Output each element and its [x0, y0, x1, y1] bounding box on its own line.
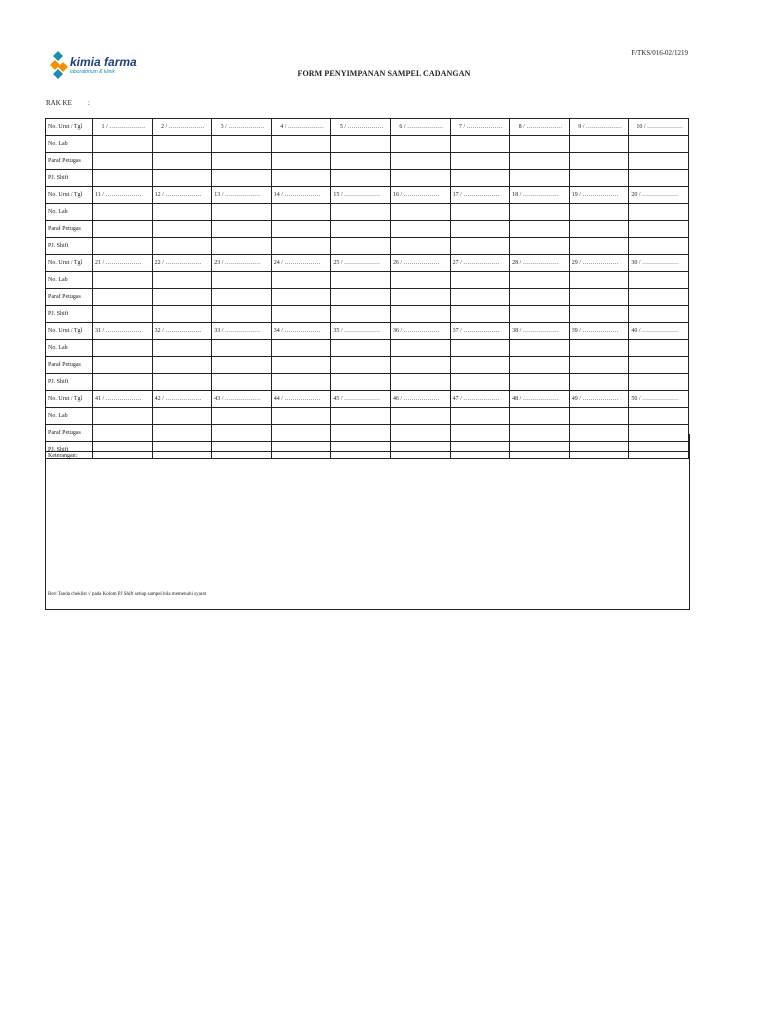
row-label: No. Lab	[46, 136, 93, 153]
entry-cell	[569, 136, 629, 153]
sequence-cell: 34 / ………………	[271, 323, 331, 340]
entry-cell	[271, 357, 331, 374]
entry-cell	[152, 170, 212, 187]
sequence-cell: 38 / ………………	[510, 323, 570, 340]
row-label: No. Lab	[46, 272, 93, 289]
sequence-cell: 11 / ………………	[93, 187, 153, 204]
entry-cell	[569, 306, 629, 323]
entry-cell	[93, 340, 153, 357]
entry-cell	[450, 374, 510, 391]
entry-cell	[569, 170, 629, 187]
entry-cell	[510, 374, 570, 391]
entry-cell	[152, 340, 212, 357]
entry-cell	[212, 204, 272, 221]
sequence-cell: 31 / ………………	[93, 323, 153, 340]
sequence-cell: 28 / ………………	[510, 255, 570, 272]
entry-cell	[390, 272, 450, 289]
sequence-cell: 3 / ………………	[212, 119, 272, 136]
table-row	[46, 221, 689, 238]
entry-cell	[212, 136, 272, 153]
entry-cell	[390, 357, 450, 374]
sequence-cell: 19 / ………………	[569, 187, 629, 204]
entry-cell	[271, 306, 331, 323]
notes-box	[45, 451, 690, 610]
entry-cell	[271, 238, 331, 255]
entry-cell	[152, 408, 212, 425]
sequence-cell: 6 / ………………	[390, 119, 450, 136]
row-label: Paraf Petugas	[46, 153, 93, 170]
entry-cell	[629, 272, 689, 289]
entry-cell	[390, 306, 450, 323]
entry-cell	[569, 408, 629, 425]
table-row	[46, 391, 689, 408]
entry-cell	[331, 221, 391, 238]
entry-cell	[629, 357, 689, 374]
table-blank-row	[45, 434, 690, 452]
sequence-cell: 12 / ………………	[152, 187, 212, 204]
entry-cell	[510, 289, 570, 306]
sequence-cell: 17 / ………………	[450, 187, 510, 204]
entry-cell	[569, 272, 629, 289]
sequence-cell: 49 / ………………	[569, 391, 629, 408]
row-label: No. Urut / Tgl	[46, 255, 93, 272]
sequence-cell: 41 / ………………	[93, 391, 153, 408]
entry-cell	[212, 170, 272, 187]
entry-cell	[331, 306, 391, 323]
entry-cell	[331, 153, 391, 170]
entry-cell	[390, 170, 450, 187]
entry-cell	[629, 340, 689, 357]
entry-cell	[629, 153, 689, 170]
entry-cell	[271, 272, 331, 289]
logo-subtitle: laboratorium & klinik	[70, 69, 116, 75]
entry-cell	[450, 238, 510, 255]
entry-cell	[93, 170, 153, 187]
entry-cell	[152, 238, 212, 255]
sequence-cell: 26 / ………………	[390, 255, 450, 272]
entry-cell	[152, 221, 212, 238]
entry-cell	[152, 374, 212, 391]
sequence-cell: 23 / ………………	[212, 255, 272, 272]
entry-cell	[569, 340, 629, 357]
sequence-cell: 46 / ………………	[390, 391, 450, 408]
entry-cell	[450, 357, 510, 374]
row-label: PJ. Shift	[46, 238, 93, 255]
entry-cell	[629, 408, 689, 425]
entry-cell	[569, 204, 629, 221]
entry-cell	[390, 374, 450, 391]
entry-cell	[331, 340, 391, 357]
table-row	[46, 289, 689, 306]
table-row	[46, 272, 689, 289]
company-logo	[48, 50, 158, 84]
entry-cell	[510, 221, 570, 238]
entry-cell	[212, 221, 272, 238]
entry-cell	[629, 374, 689, 391]
row-label: Paraf Petugas	[46, 425, 93, 442]
sequence-cell: 22 / ………………	[152, 255, 212, 272]
entry-cell	[271, 221, 331, 238]
entry-cell	[152, 357, 212, 374]
entry-cell	[331, 238, 391, 255]
form-title: FORM PENYIMPANAN SAMPEL CADANGAN	[297, 69, 471, 78]
entry-cell	[212, 374, 272, 391]
sequence-cell: 35 / ………………	[331, 323, 391, 340]
sequence-cell: 27 / ………………	[450, 255, 510, 272]
entry-cell	[93, 289, 153, 306]
entry-cell	[390, 340, 450, 357]
entry-cell	[390, 136, 450, 153]
table-row	[46, 306, 689, 323]
entry-cell	[450, 340, 510, 357]
entry-cell	[212, 340, 272, 357]
entry-cell	[390, 221, 450, 238]
row-label: PJ. Shift	[46, 442, 93, 459]
sequence-cell: 44 / ………………	[271, 391, 331, 408]
entry-cell	[569, 374, 629, 391]
sequence-cell: 21 / ………………	[93, 255, 153, 272]
entry-cell	[450, 289, 510, 306]
table-row	[46, 187, 689, 204]
entry-cell	[212, 238, 272, 255]
entry-cell	[152, 153, 212, 170]
row-label: PJ. Shift	[46, 374, 93, 391]
entry-cell	[450, 153, 510, 170]
row-label: No. Urut / Tgl	[46, 323, 93, 340]
entry-cell	[390, 204, 450, 221]
entry-cell	[271, 204, 331, 221]
sample-storage-table	[45, 118, 689, 459]
table-row	[46, 408, 689, 425]
entry-cell	[212, 289, 272, 306]
row-label: Paraf Petugas	[46, 357, 93, 374]
table-row	[46, 238, 689, 255]
sequence-cell: 47 / ………………	[450, 391, 510, 408]
sequence-cell: 40 / ………………	[629, 323, 689, 340]
entry-cell	[450, 272, 510, 289]
sequence-cell: 32 / ………………	[152, 323, 212, 340]
row-label: No. Urut / Tgl	[46, 187, 93, 204]
entry-cell	[93, 374, 153, 391]
rak-label: RAK KE	[46, 99, 72, 107]
entry-cell	[212, 357, 272, 374]
entry-cell	[629, 238, 689, 255]
entry-cell	[450, 170, 510, 187]
sequence-cell: 14 / ………………	[271, 187, 331, 204]
entry-cell	[93, 238, 153, 255]
row-label: No. Lab	[46, 204, 93, 221]
entry-cell	[510, 170, 570, 187]
table-row	[46, 374, 689, 391]
sequence-cell: 30 / ………………	[629, 255, 689, 272]
sequence-cell: 24 / ………………	[271, 255, 331, 272]
entry-cell	[390, 408, 450, 425]
entry-cell	[152, 306, 212, 323]
sequence-cell: 48 / ………………	[510, 391, 570, 408]
rak-field	[46, 99, 90, 107]
entry-cell	[450, 136, 510, 153]
entry-cell	[569, 357, 629, 374]
sequence-cell: 29 / ………………	[569, 255, 629, 272]
sequence-cell: 33 / ………………	[212, 323, 272, 340]
entry-cell	[271, 153, 331, 170]
entry-cell	[331, 136, 391, 153]
row-label: No. Lab	[46, 408, 93, 425]
sequence-cell: 7 / ………………	[450, 119, 510, 136]
sequence-cell: 20 / ………………	[629, 187, 689, 204]
row-label: PJ. Shift	[46, 306, 93, 323]
row-label: No. Lab	[46, 340, 93, 357]
row-label: No. Urut / Tgl	[46, 119, 93, 136]
entry-cell	[450, 306, 510, 323]
sequence-cell: 8 / ………………	[510, 119, 570, 136]
entry-cell	[271, 136, 331, 153]
entry-cell	[93, 153, 153, 170]
entry-cell	[93, 272, 153, 289]
entry-cell	[629, 204, 689, 221]
entry-cell	[271, 340, 331, 357]
entry-cell	[629, 306, 689, 323]
table-row	[46, 340, 689, 357]
logo-name: kimia farma	[70, 55, 137, 69]
sequence-cell: 4 / ………………	[271, 119, 331, 136]
entry-cell	[390, 153, 450, 170]
entry-cell	[510, 306, 570, 323]
entry-cell	[629, 289, 689, 306]
rak-separator: :	[87, 99, 90, 107]
entry-cell	[390, 238, 450, 255]
entry-cell	[569, 153, 629, 170]
entry-cell	[93, 408, 153, 425]
sequence-cell: 37 / ………………	[450, 323, 510, 340]
entry-cell	[450, 408, 510, 425]
entry-cell	[510, 408, 570, 425]
entry-cell	[271, 408, 331, 425]
entry-cell	[152, 204, 212, 221]
table-row	[46, 136, 689, 153]
table-row	[46, 357, 689, 374]
sequence-cell: 13 / ………………	[212, 187, 272, 204]
table-row	[46, 153, 689, 170]
entry-cell	[450, 204, 510, 221]
entry-cell	[271, 170, 331, 187]
entry-cell	[510, 340, 570, 357]
entry-cell	[212, 306, 272, 323]
entry-cell	[331, 357, 391, 374]
entry-cell	[331, 204, 391, 221]
sequence-cell: 10 / ………………	[629, 119, 689, 136]
sequence-cell: 50 / ………………	[629, 391, 689, 408]
sequence-cell: 15 / ………………	[331, 187, 391, 204]
entry-cell	[331, 374, 391, 391]
entry-cell	[450, 221, 510, 238]
entry-cell	[93, 306, 153, 323]
sequence-cell: 42 / ………………	[152, 391, 212, 408]
row-label: Paraf Petugas	[46, 289, 93, 306]
entry-cell	[629, 170, 689, 187]
entry-cell	[510, 272, 570, 289]
entry-cell	[510, 204, 570, 221]
table-row	[46, 323, 689, 340]
entry-cell	[629, 221, 689, 238]
notes-instruction: Beri Tanda cheklist √ pada Kolom PJ Shift setiap sampel bila memenuhi syarat	[48, 592, 207, 597]
entry-cell	[212, 408, 272, 425]
table-row	[46, 255, 689, 272]
table-row	[46, 204, 689, 221]
entry-cell	[331, 272, 391, 289]
entry-cell	[331, 289, 391, 306]
sequence-cell: 39 / ………………	[569, 323, 629, 340]
sequence-cell: 36 / ………………	[390, 323, 450, 340]
entry-cell	[93, 204, 153, 221]
sequence-cell: 1 / ………………	[93, 119, 153, 136]
logo-mark-icon	[48, 50, 70, 84]
entry-cell	[271, 374, 331, 391]
entry-cell	[271, 289, 331, 306]
row-label: No. Urut / Tgl	[46, 391, 93, 408]
entry-cell	[93, 221, 153, 238]
entry-cell	[212, 153, 272, 170]
sequence-cell: 25 / ………………	[331, 255, 391, 272]
entry-cell	[629, 136, 689, 153]
sequence-cell: 45 / ………………	[331, 391, 391, 408]
table-row	[46, 170, 689, 187]
entry-cell	[569, 289, 629, 306]
entry-cell	[569, 221, 629, 238]
entry-cell	[510, 238, 570, 255]
sequence-cell: 9 / ………………	[569, 119, 629, 136]
row-label: Paraf Petugas	[46, 221, 93, 238]
entry-cell	[152, 272, 212, 289]
notes-label: Keterangan:	[48, 453, 78, 459]
entry-cell	[569, 238, 629, 255]
entry-cell	[510, 357, 570, 374]
entry-cell	[152, 136, 212, 153]
document-code: F/TKS/016-02/1219	[631, 49, 688, 57]
sequence-cell: 16 / ………………	[390, 187, 450, 204]
sequence-cell: 2 / ………………	[152, 119, 212, 136]
entry-cell	[152, 289, 212, 306]
entry-cell	[212, 272, 272, 289]
sequence-cell: 18 / ………………	[510, 187, 570, 204]
table-row	[46, 119, 689, 136]
entry-cell	[390, 289, 450, 306]
sequence-cell: 43 / ………………	[212, 391, 272, 408]
entry-cell	[331, 408, 391, 425]
sequence-cell: 5 / ………………	[331, 119, 391, 136]
entry-cell	[93, 357, 153, 374]
entry-cell	[331, 170, 391, 187]
entry-cell	[510, 136, 570, 153]
entry-cell	[93, 136, 153, 153]
row-label: PJ. Shift	[46, 170, 93, 187]
entry-cell	[510, 153, 570, 170]
